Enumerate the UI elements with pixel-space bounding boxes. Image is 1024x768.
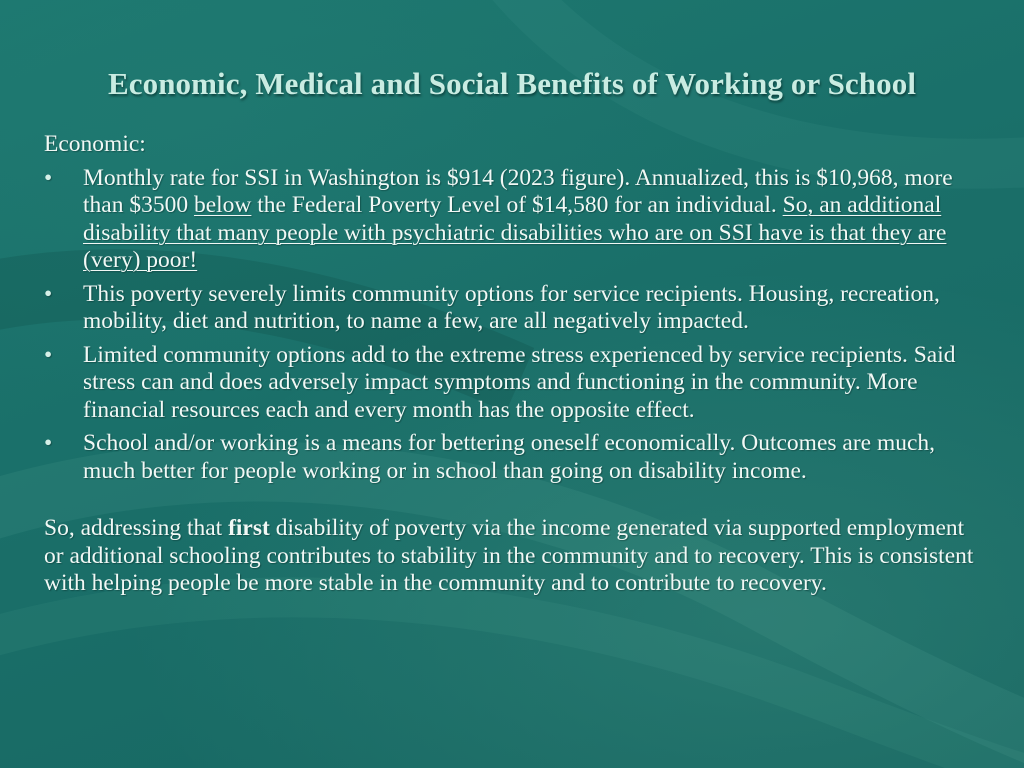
bullet-icon: • xyxy=(44,430,53,456)
bullet-text: Monthly rate for SSI in Washington is $914 (2023 figure). Annualized, this is $10,968, more than $3500 xyxy=(83,164,953,218)
bullet-item xyxy=(44,430,989,485)
section-heading: Economic: xyxy=(44,131,146,157)
bullet-list xyxy=(44,165,989,486)
bullet-icon: • xyxy=(44,280,53,307)
bullet-text: This poverty severely limits community options for service recipients. Housing, recreation, mobility, diet and nutrition, to name a few, are all negatively impacted. xyxy=(83,280,940,334)
bullet-item xyxy=(44,342,989,425)
bullet-text: Limited community options add to the extreme stress experienced by service recipients. Said stress can and does adversely impact symptoms and functioning in the community. More financial resources each and every month has the opposite effect. xyxy=(83,341,956,423)
bullet-item xyxy=(44,281,989,336)
bullet-text: School and/or working is a means for bettering oneself economically. Outcomes are much, much better for people working or in school than going on disability income. xyxy=(83,430,936,484)
bullet-item xyxy=(44,165,989,275)
bullet-icon: • xyxy=(44,164,53,191)
slide-body xyxy=(44,131,989,598)
closing-text: disability of poverty via the income generated via supported employment or additional schooling contributes to stability in the community and to recovery. This is consistent with helping people be more stable in the community and to contribute to recovery. xyxy=(44,515,974,596)
closing-text: So, addressing that xyxy=(44,515,229,541)
slide-title: Economic, Medical and Social Benefits of Working or School xyxy=(107,66,917,101)
underlined-text: below xyxy=(193,192,252,218)
bullet-icon: • xyxy=(44,341,53,368)
bold-emphasis: first xyxy=(228,515,270,541)
closing-paragraph xyxy=(44,515,989,598)
bullet-text: the Federal Poverty Level of $14,580 for an individual. xyxy=(251,192,783,218)
underlined-text: So, an additional disability that many people with psychiatric disabilities who are on SSI have is that they are (very) poor! xyxy=(83,192,947,273)
